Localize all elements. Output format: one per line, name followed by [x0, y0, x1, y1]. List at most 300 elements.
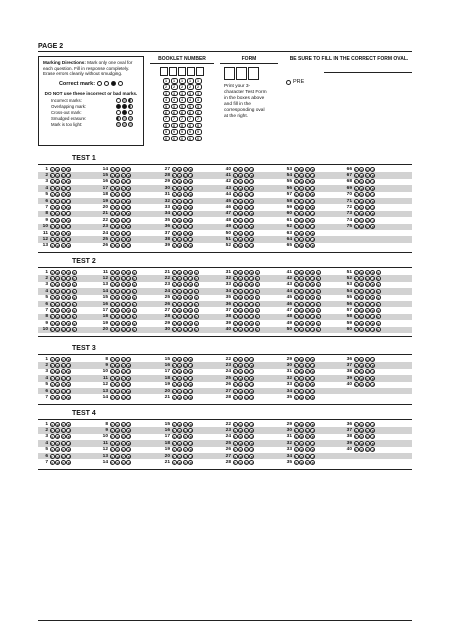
answer-oval[interactable]: D [189, 244, 192, 249]
answer-oval[interactable]: C [184, 180, 187, 185]
answer-oval[interactable]: B [360, 225, 363, 230]
answer-oval[interactable]: A [234, 441, 237, 446]
answer-oval[interactable]: F [51, 376, 54, 381]
answer-oval[interactable]: B [116, 270, 119, 275]
answer-oval[interactable]: B [116, 199, 119, 204]
answer-oval[interactable]: D [371, 309, 374, 314]
answer-oval[interactable]: J [312, 237, 314, 242]
answer-oval[interactable]: C [245, 174, 248, 179]
answer-oval[interactable]: D [189, 435, 192, 440]
answer-oval[interactable]: J [251, 277, 253, 282]
answer-oval[interactable]: B [178, 283, 181, 288]
answer-oval[interactable]: J [251, 357, 253, 362]
answer-oval[interactable]: F [355, 422, 358, 427]
booklet-digit-oval[interactable]: 2 [179, 84, 186, 90]
booklet-digit-oval[interactable]: 4 [195, 97, 202, 103]
answer-oval[interactable]: D [127, 364, 130, 369]
booklet-digit-oval[interactable]: 7 [187, 116, 194, 122]
answer-oval[interactable]: F [51, 302, 54, 307]
answer-oval[interactable]: K [133, 302, 136, 307]
answer-oval[interactable]: K [195, 302, 198, 307]
answer-oval[interactable]: C [306, 244, 309, 249]
answer-oval[interactable]: J [128, 167, 130, 172]
answer-oval[interactable]: B [116, 364, 119, 369]
answer-oval[interactable]: H [245, 218, 248, 223]
answer-oval[interactable]: H [245, 328, 248, 333]
answer-oval[interactable]: D [67, 383, 70, 388]
booklet-digit-oval[interactable]: 4 [163, 97, 170, 103]
answer-oval[interactable]: C [366, 225, 369, 230]
answer-oval[interactable]: F [355, 218, 358, 223]
answer-oval[interactable]: E [377, 270, 380, 275]
answer-oval[interactable]: J [190, 328, 192, 333]
answer-oval[interactable]: B [116, 376, 119, 381]
answer-oval[interactable]: C [306, 218, 309, 223]
answer-oval[interactable]: G [116, 315, 119, 320]
answer-oval[interactable]: C [306, 448, 309, 453]
answer-oval[interactable]: B [56, 231, 59, 236]
answer-oval[interactable]: G [178, 302, 181, 307]
answer-oval[interactable]: J [128, 193, 130, 198]
answer-oval[interactable]: B [239, 212, 242, 217]
answer-oval[interactable]: A [295, 321, 298, 326]
answer-oval[interactable]: D [311, 357, 314, 362]
answer-oval[interactable]: J [251, 180, 253, 185]
answer-oval[interactable]: J [251, 396, 253, 401]
answer-oval[interactable]: J [372, 218, 374, 223]
answer-oval[interactable]: J [128, 244, 130, 249]
answer-oval[interactable]: H [245, 206, 248, 211]
answer-oval[interactable]: D [67, 244, 70, 249]
answer-oval[interactable]: F [234, 231, 237, 236]
answer-oval[interactable]: C [122, 174, 125, 179]
answer-oval[interactable]: A [51, 283, 54, 288]
answer-oval[interactable]: F [173, 364, 176, 369]
answer-oval[interactable]: F [111, 180, 114, 185]
answer-oval[interactable]: F [111, 302, 114, 307]
answer-oval[interactable]: F [51, 212, 54, 217]
answer-oval[interactable]: D [189, 296, 192, 301]
answer-oval[interactable]: C [184, 270, 187, 275]
answer-oval[interactable]: D [311, 461, 314, 466]
answer-oval[interactable]: H [366, 289, 369, 294]
answer-oval[interactable]: F [355, 435, 358, 440]
answer-oval[interactable]: A [173, 357, 176, 362]
answer-oval[interactable]: A [234, 309, 237, 314]
answer-oval[interactable]: D [371, 296, 374, 301]
answer-oval[interactable]: K [256, 277, 259, 282]
booklet-digit-oval[interactable]: 3 [195, 91, 202, 97]
answer-oval[interactable]: A [111, 441, 114, 446]
answer-oval[interactable]: C [245, 364, 248, 369]
booklet-digit-oval[interactable]: 1 [171, 78, 178, 84]
answer-oval[interactable]: D [67, 193, 70, 198]
answer-oval[interactable]: B [178, 206, 181, 211]
form-code-box[interactable] [236, 67, 247, 80]
answer-oval[interactable]: J [128, 206, 130, 211]
answer-oval[interactable]: A [295, 167, 298, 172]
answer-oval[interactable]: J [68, 389, 70, 394]
answer-oval[interactable]: J [68, 212, 70, 217]
answer-oval[interactable]: E [377, 321, 380, 326]
answer-oval[interactable]: J [312, 225, 314, 230]
answer-oval[interactable]: J [68, 454, 70, 459]
answer-oval[interactable]: G [300, 328, 303, 333]
booklet-digit-oval[interactable]: 1 [195, 78, 202, 84]
answer-oval[interactable]: F [51, 199, 54, 204]
answer-oval[interactable]: B [178, 422, 181, 427]
answer-oval[interactable]: F [111, 277, 114, 282]
answer-oval[interactable]: G [239, 422, 242, 427]
answer-oval[interactable]: D [127, 389, 130, 394]
answer-oval[interactable]: J [68, 315, 70, 320]
answer-oval[interactable]: D [189, 167, 192, 172]
answer-oval[interactable]: G [178, 429, 181, 434]
answer-oval[interactable]: G [116, 422, 119, 427]
answer-oval[interactable]: K [133, 289, 136, 294]
answer-oval[interactable]: J [68, 225, 70, 230]
answer-oval[interactable]: H [366, 315, 369, 320]
answer-oval[interactable]: H [306, 454, 309, 459]
answer-oval[interactable]: H [184, 364, 187, 369]
answer-oval[interactable]: C [122, 429, 125, 434]
answer-oval[interactable]: F [355, 315, 358, 320]
answer-oval[interactable]: E [317, 283, 320, 288]
answer-oval[interactable]: D [67, 180, 70, 185]
answer-oval[interactable]: B [56, 396, 59, 401]
answer-oval[interactable]: G [116, 435, 119, 440]
answer-oval[interactable]: D [250, 454, 253, 459]
answer-oval[interactable]: H [245, 396, 248, 401]
answer-oval[interactable]: K [317, 328, 320, 333]
answer-oval[interactable]: E [195, 270, 198, 275]
answer-oval[interactable]: F [111, 383, 114, 388]
answer-oval[interactable]: D [127, 321, 130, 326]
answer-oval[interactable]: J [372, 315, 374, 320]
answer-oval[interactable]: H [62, 237, 65, 242]
answer-oval[interactable]: A [173, 448, 176, 453]
answer-oval[interactable]: B [116, 429, 119, 434]
answer-oval[interactable]: B [360, 283, 363, 288]
answer-oval[interactable]: D [250, 174, 253, 179]
answer-oval[interactable]: C [306, 383, 309, 388]
answer-oval[interactable]: B [56, 383, 59, 388]
answer-oval[interactable]: J [372, 167, 374, 172]
answer-oval[interactable]: H [245, 289, 248, 294]
answer-oval[interactable]: C [306, 296, 309, 301]
answer-oval[interactable]: A [51, 321, 54, 326]
answer-oval[interactable]: C [306, 422, 309, 427]
answer-oval[interactable]: A [355, 321, 358, 326]
answer-oval[interactable]: J [312, 186, 314, 191]
answer-oval[interactable]: D [311, 206, 314, 211]
answer-oval[interactable]: G [360, 357, 363, 362]
answer-oval[interactable]: F [234, 193, 237, 198]
answer-oval[interactable]: B [56, 296, 59, 301]
answer-oval[interactable]: A [234, 454, 237, 459]
answer-oval[interactable]: J [190, 289, 192, 294]
answer-oval[interactable]: F [111, 206, 114, 211]
answer-oval[interactable]: J [190, 212, 192, 217]
answer-oval[interactable]: C [245, 321, 248, 326]
answer-oval[interactable]: F [173, 186, 176, 191]
booklet-digit-oval[interactable]: 7 [195, 116, 202, 122]
booklet-digit-oval[interactable]: 0 [171, 136, 178, 142]
answer-oval[interactable]: G [360, 422, 363, 427]
answer-oval[interactable]: C [122, 321, 125, 326]
answer-oval[interactable]: A [173, 283, 176, 288]
answer-oval[interactable]: D [311, 167, 314, 172]
answer-oval[interactable]: G [56, 364, 59, 369]
answer-oval[interactable]: J [372, 328, 374, 333]
answer-oval[interactable]: C [184, 283, 187, 288]
answer-oval[interactable]: C [62, 422, 65, 427]
answer-oval[interactable]: D [189, 180, 192, 185]
answer-oval[interactable]: H [122, 383, 125, 388]
answer-oval[interactable]: H [306, 186, 309, 191]
answer-oval[interactable]: C [122, 364, 125, 369]
answer-oval[interactable]: J [372, 422, 374, 427]
answer-oval[interactable]: J [251, 370, 253, 375]
answer-oval[interactable]: A [51, 435, 54, 440]
answer-oval[interactable]: E [256, 270, 259, 275]
answer-oval[interactable]: K [195, 328, 198, 333]
answer-oval[interactable]: E [73, 321, 76, 326]
answer-oval[interactable]: A [295, 270, 298, 275]
answer-oval[interactable]: A [51, 231, 54, 236]
answer-oval[interactable]: D [67, 422, 70, 427]
answer-oval[interactable]: F [234, 218, 237, 223]
answer-oval[interactable]: A [295, 244, 298, 249]
answer-oval[interactable]: D [311, 283, 314, 288]
answer-oval[interactable]: D [189, 321, 192, 326]
answer-oval[interactable]: A [173, 461, 176, 466]
answer-oval[interactable]: D [250, 237, 253, 242]
answer-oval[interactable]: B [178, 448, 181, 453]
answer-oval[interactable]: B [116, 441, 119, 446]
answer-oval[interactable]: B [300, 296, 303, 301]
answer-oval[interactable]: A [111, 364, 114, 369]
answer-oval[interactable]: J [190, 376, 192, 381]
answer-oval[interactable]: D [189, 422, 192, 427]
answer-oval[interactable]: A [51, 206, 54, 211]
answer-oval[interactable]: G [360, 370, 363, 375]
answer-oval[interactable]: J [372, 370, 374, 375]
answer-oval[interactable]: K [195, 289, 198, 294]
answer-oval[interactable]: J [312, 429, 314, 434]
answer-oval[interactable]: J [251, 435, 253, 440]
answer-oval[interactable]: C [245, 454, 248, 459]
answer-oval[interactable]: D [67, 435, 70, 440]
answer-oval[interactable]: A [51, 422, 54, 427]
answer-oval[interactable]: H [306, 328, 309, 333]
answer-oval[interactable]: J [68, 302, 70, 307]
answer-oval[interactable]: C [366, 283, 369, 288]
answer-oval[interactable]: B [360, 174, 363, 179]
answer-oval[interactable]: F [173, 429, 176, 434]
answer-oval[interactable]: J [128, 357, 130, 362]
answer-oval[interactable]: C [62, 321, 65, 326]
answer-oval[interactable]: J [68, 429, 70, 434]
answer-oval[interactable]: A [111, 296, 114, 301]
answer-oval[interactable]: B [56, 461, 59, 466]
answer-oval[interactable]: B [178, 321, 181, 326]
answer-oval[interactable]: H [122, 328, 125, 333]
answer-oval[interactable]: J [68, 328, 70, 333]
answer-oval[interactable]: B [178, 383, 181, 388]
answer-oval[interactable]: B [300, 422, 303, 427]
answer-oval[interactable]: B [239, 174, 242, 179]
answer-oval[interactable]: A [173, 321, 176, 326]
answer-oval[interactable]: B [56, 422, 59, 427]
booklet-digit-oval[interactable]: 3 [187, 91, 194, 97]
answer-oval[interactable]: A [295, 231, 298, 236]
answer-oval[interactable]: H [122, 357, 125, 362]
answer-oval[interactable]: J [190, 429, 192, 434]
answer-oval[interactable]: H [184, 454, 187, 459]
answer-oval[interactable]: J [68, 364, 70, 369]
answer-oval[interactable]: F [295, 429, 298, 434]
answer-oval[interactable]: H [306, 199, 309, 204]
booklet-digit-oval[interactable]: 3 [171, 91, 178, 97]
answer-oval[interactable]: J [372, 435, 374, 440]
answer-oval[interactable]: D [189, 357, 192, 362]
answer-oval[interactable]: A [355, 186, 358, 191]
answer-oval[interactable]: D [250, 364, 253, 369]
answer-oval[interactable]: C [122, 283, 125, 288]
answer-oval[interactable]: J [190, 302, 192, 307]
answer-oval[interactable]: D [311, 296, 314, 301]
answer-oval[interactable]: F [295, 186, 298, 191]
answer-oval[interactable]: A [173, 270, 176, 275]
answer-oval[interactable]: H [122, 396, 125, 401]
answer-oval[interactable]: J [190, 441, 192, 446]
answer-oval[interactable]: G [178, 237, 181, 242]
answer-oval[interactable]: H [306, 302, 309, 307]
answer-oval[interactable]: G [178, 289, 181, 294]
answer-oval[interactable]: C [306, 396, 309, 401]
answer-oval[interactable]: K [317, 277, 320, 282]
answer-oval[interactable]: C [184, 383, 187, 388]
answer-oval[interactable]: J [251, 231, 253, 236]
answer-oval[interactable]: F [173, 302, 176, 307]
answer-oval[interactable]: G [178, 199, 181, 204]
answer-oval[interactable]: B [178, 309, 181, 314]
answer-oval[interactable]: C [122, 309, 125, 314]
booklet-digit-oval[interactable]: 7 [179, 116, 186, 122]
answer-oval[interactable]: H [184, 429, 187, 434]
answer-oval[interactable]: A [111, 237, 114, 242]
answer-oval[interactable]: B [300, 357, 303, 362]
answer-oval[interactable]: C [122, 237, 125, 242]
answer-oval[interactable]: G [116, 370, 119, 375]
answer-oval[interactable]: G [360, 180, 363, 185]
answer-oval[interactable]: H [62, 454, 65, 459]
answer-oval[interactable]: B [300, 370, 303, 375]
answer-oval[interactable]: J [128, 180, 130, 185]
answer-oval[interactable]: B [116, 454, 119, 459]
answer-oval[interactable]: D [250, 186, 253, 191]
booklet-digit-oval[interactable]: 8 [187, 123, 194, 129]
answer-oval[interactable]: H [366, 435, 369, 440]
answer-oval[interactable]: D [189, 283, 192, 288]
answer-oval[interactable]: C [184, 244, 187, 249]
answer-oval[interactable]: B [239, 441, 242, 446]
answer-oval[interactable]: F [173, 199, 176, 204]
booklet-digit-oval[interactable]: 3 [179, 91, 186, 97]
answer-oval[interactable]: F [173, 277, 176, 282]
answer-oval[interactable]: F [355, 448, 358, 453]
answer-oval[interactable]: H [366, 206, 369, 211]
answer-oval[interactable]: G [300, 376, 303, 381]
answer-oval[interactable]: E [317, 270, 320, 275]
answer-oval[interactable]: B [56, 270, 59, 275]
answer-oval[interactable]: F [234, 370, 237, 375]
answer-oval[interactable]: C [62, 461, 65, 466]
answer-oval[interactable]: G [300, 441, 303, 446]
answer-oval[interactable]: A [111, 270, 114, 275]
answer-oval[interactable]: G [178, 389, 181, 394]
answer-oval[interactable]: D [371, 270, 374, 275]
booklet-digit-oval[interactable]: 5 [163, 104, 170, 110]
answer-oval[interactable]: F [295, 212, 298, 217]
answer-oval[interactable]: F [111, 396, 114, 401]
answer-oval[interactable]: D [250, 441, 253, 446]
answer-oval[interactable]: C [184, 167, 187, 172]
booklet-digit-oval[interactable]: 1 [179, 78, 186, 84]
booklet-digit-oval[interactable]: 6 [195, 110, 202, 116]
answer-oval[interactable]: H [62, 429, 65, 434]
answer-oval[interactable]: B [300, 435, 303, 440]
answer-oval[interactable]: B [360, 429, 363, 434]
answer-oval[interactable]: G [178, 454, 181, 459]
answer-oval[interactable]: D [127, 186, 130, 191]
answer-oval[interactable]: F [355, 206, 358, 211]
answer-oval[interactable]: J [68, 186, 70, 191]
booklet-digit-oval[interactable]: 6 [179, 110, 186, 116]
answer-oval[interactable]: A [234, 283, 237, 288]
answer-oval[interactable]: E [133, 321, 136, 326]
answer-oval[interactable]: A [111, 429, 114, 434]
answer-oval[interactable]: G [56, 186, 59, 191]
answer-oval[interactable]: A [173, 193, 176, 198]
answer-oval[interactable]: B [300, 383, 303, 388]
answer-oval[interactable]: D [250, 389, 253, 394]
answer-oval[interactable]: F [355, 193, 358, 198]
booklet-digit-oval[interactable]: 7 [163, 116, 170, 122]
answer-oval[interactable]: F [295, 199, 298, 204]
answer-oval[interactable]: H [122, 370, 125, 375]
answer-oval[interactable]: F [51, 328, 54, 333]
form-code-box[interactable] [224, 67, 235, 80]
answer-oval[interactable]: F [51, 237, 54, 242]
answer-oval[interactable]: G [239, 167, 242, 172]
answer-oval[interactable]: G [239, 383, 242, 388]
answer-oval[interactable]: D [127, 212, 130, 217]
answer-oval[interactable]: F [234, 328, 237, 333]
answer-oval[interactable]: A [295, 370, 298, 375]
answer-oval[interactable]: B [178, 231, 181, 236]
answer-oval[interactable]: H [62, 212, 65, 217]
answer-oval[interactable]: F [295, 441, 298, 446]
answer-oval[interactable]: F [51, 277, 54, 282]
answer-oval[interactable]: D [311, 309, 314, 314]
answer-oval[interactable]: B [360, 296, 363, 301]
answer-oval[interactable]: G [178, 328, 181, 333]
answer-oval[interactable]: B [300, 396, 303, 401]
answer-oval[interactable]: D [250, 376, 253, 381]
answer-oval[interactable]: F [355, 277, 358, 282]
